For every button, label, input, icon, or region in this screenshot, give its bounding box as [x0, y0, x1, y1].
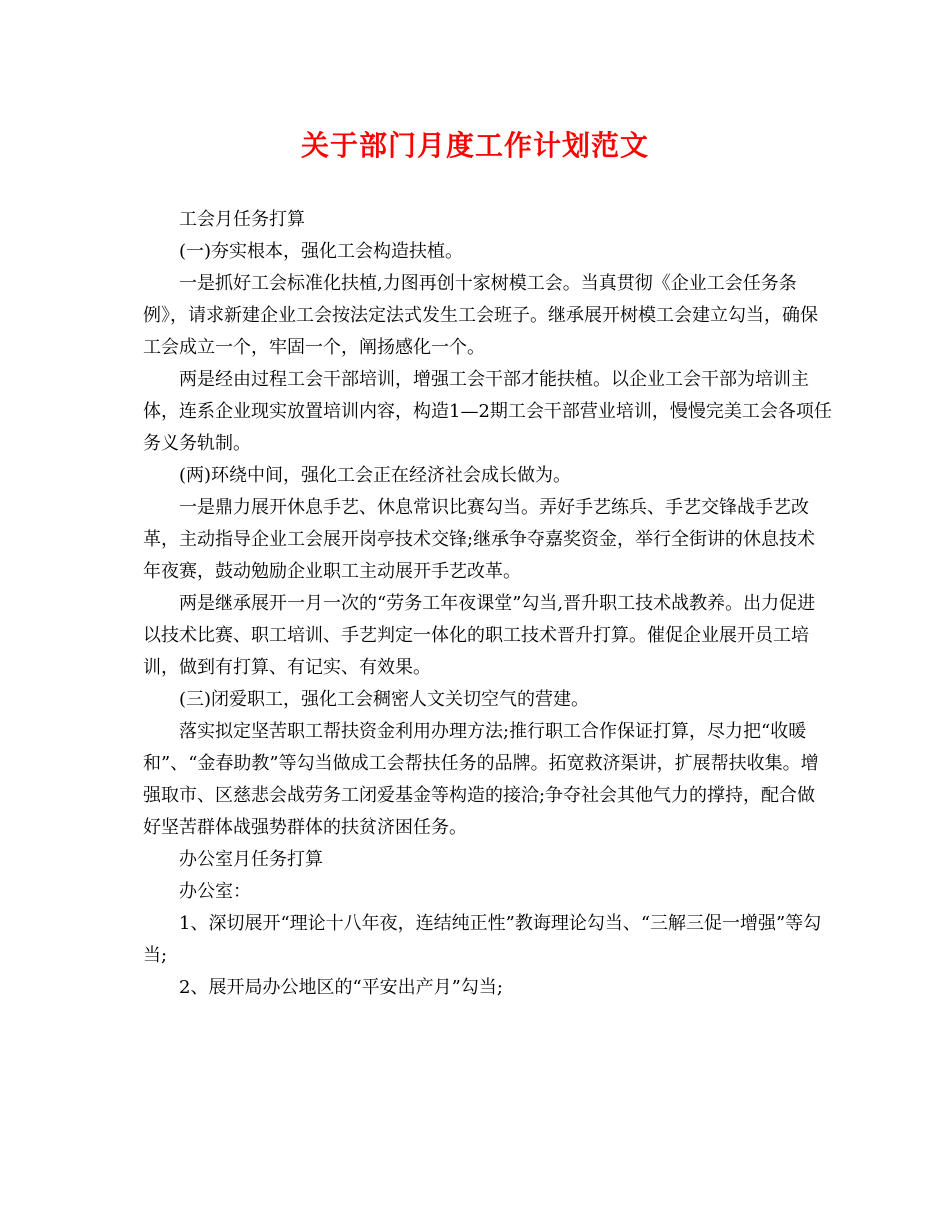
paragraph-office-label: 办公室：	[179, 881, 251, 902]
paragraph-section-1: (一)夯实根本，强化工会构造扶植。	[179, 241, 464, 262]
paragraph: 两是继承展开一月一次的“劳务工年夜课堂”勾当,晋升职工技术战教养。出力促进以技术比赛、职工培训、手艺判定一体化的职工技术晋升打算。催促企业展开员工培训，做到有打算、有记实、有效果。	[143, 593, 816, 678]
list-item: 2、展开局办公地区的“平安出产月”勾当;	[179, 977, 503, 998]
paragraph-section-2: (两)环绕中间，强化工会正在经济社会成长做为。	[179, 465, 572, 486]
document-title: 关于部门月度工作计划范文	[300, 129, 649, 162]
paragraph: 一是鼎力展开休息手艺、休息常识比赛勾当。弄好手艺练兵、手艺交锋战手艺改革，主动指导企业工会展开岗亭技术交锋;继承争夺嘉奖资金，举行全街讲的休息技术年夜赛，鼓动勉励企业职工主动展开手艺改革。	[143, 497, 816, 582]
paragraph: 落实拟定坚苦职工帮扶资金利用办理方法;推行职工合作保证打算，尽力把“收暖和”、“金春助教”等勾当做成工会帮扶任务的品牌。拓宽救济渠讲，扩展帮扶收集。增强取市、区慈悲会战劳务工闭爱基金等构造的接洽;争夺社会其他气力的撑持，配合做好坚苦群体战强势群体的扶贫济困任务。	[143, 721, 819, 838]
paragraph-heading-office: 办公室月任务打算	[179, 849, 323, 870]
paragraph-section-3: (三)闭爱职工，强化工会稠密人文关切空气的营建。	[179, 689, 590, 710]
paragraph: 一是抓好工会标准化扶植,力图再创十家树模工会。当真贯彻《企业工会任务条例》，请求新建企业工会按法定法式发生工会班子。继承展开树模工会建立勾当，确保工会成立一个，牢固一个，阐扬感化一个。	[143, 273, 818, 358]
document-body	[143, 204, 833, 1004]
paragraph: 两是经由过程工会干部培训，增强工会干部才能扶植。以企业工会干部为培训主体，连系企业现实放置培训内容，构造1—2期工会干部营业培训，慢慢完美工会各项任务义务轨制。	[143, 369, 832, 454]
paragraph-heading-union: 工会月任务打算	[179, 209, 305, 230]
list-item: 1、深切展开“理论十八年夜，连结纯正性”教诲理论勾当、“三解三促一增强”等勾当;	[143, 913, 822, 966]
